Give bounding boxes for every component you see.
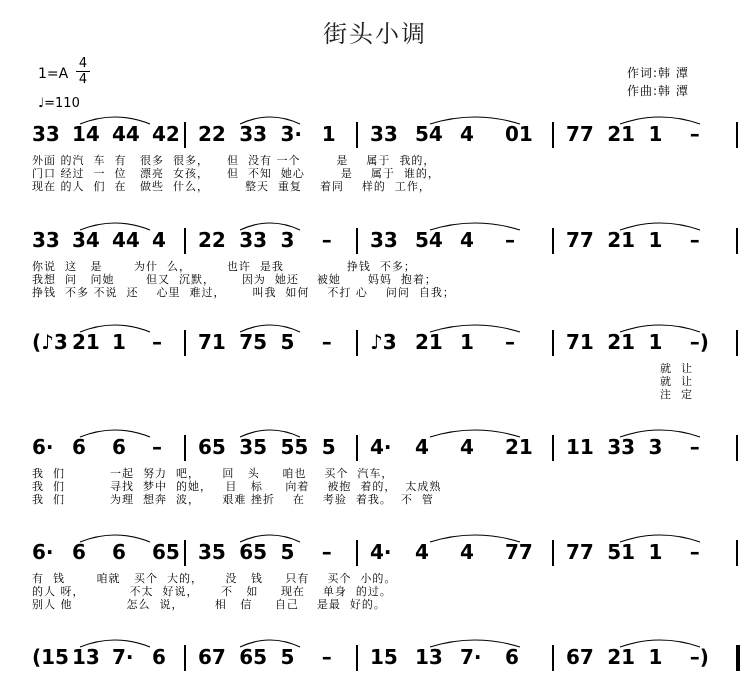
jianpu-note: 5 [280,330,295,354]
jianpu-note: 44 [112,122,140,146]
jianpu-note: 54 [415,228,443,252]
slur [620,430,700,437]
jianpu-note: 71 [198,330,226,354]
slur [620,117,700,124]
jianpu-note: 1 [648,540,663,564]
jianpu-note: 4 [152,228,166,252]
jianpu-note: 15 [370,645,398,669]
jianpu-note: – [689,122,700,146]
jianpu-note: –) [689,645,709,669]
jianpu-note: 54 [415,122,443,146]
lyric-line: 外面 的汽 车 有 很多 很多， 但 没有 一个 是 属于 我的， [32,154,436,167]
time-signature-bottom: 4 [78,72,88,87]
notes-row [0,330,750,360]
lyric-line: 我想 问 问她 但又 沉默， 因为 她还 被她 妈妈 抱着； [32,273,437,286]
jianpu-note: 6· [32,540,54,564]
jianpu-note: 65 [152,540,180,564]
slur [430,325,520,332]
jianpu-note: 22 [198,122,226,146]
jianpu-note: – [689,435,700,459]
jianpu-note: 44 [112,228,140,252]
slur [240,430,300,437]
jianpu-note: 1 [112,330,126,354]
jianpu-note: 22 [198,228,226,252]
jianpu-note: (♪3 [32,330,68,354]
jianpu-note: 33 [32,228,60,252]
jianpu-note: 75 [239,330,268,354]
jianpu-note: 33 [370,228,398,252]
jianpu-note: 33 [239,122,268,146]
jianpu-note: 13 [415,645,443,669]
key-signature: 1=A [38,66,69,82]
jianpu-note: 33 [370,122,398,146]
slur [240,223,300,230]
lyric-line: 我 们 一起 努力 吧， 回 头 咱也 买个 汽车， [32,467,394,480]
jianpu-note: 33 [239,228,268,252]
slur [80,430,150,437]
lyric-line: 就 让 [660,362,693,375]
jianpu-note: – [321,645,332,669]
jianpu-note: 4 [415,540,429,564]
jianpu-note: 21 [607,228,636,252]
jianpu-note: 14 [72,122,100,146]
jianpu-note: 21 [607,122,636,146]
jianpu-note: 6 [72,540,86,564]
lyric-line: 现在 的人 们 在 做些 什么， 整天 重复 着同 样的 工作， [32,180,431,193]
jianpu-note: (15 [32,645,69,669]
jianpu-note: 65 [198,435,226,459]
jianpu-note: 42 [152,122,180,146]
jianpu-note: 1 [648,122,663,146]
jianpu-note: 3 [648,435,663,459]
notes-row [0,122,750,152]
slur [430,117,520,124]
jianpu-note: 4· [370,435,392,459]
notes-row [0,435,750,465]
slur-marks [0,421,750,439]
jianpu-note: 1 [648,645,663,669]
jianpu-note: 21 [607,645,636,669]
song-title: 街头小调 [323,20,427,48]
composer-credit: 作曲:韩 潭 [627,84,689,98]
jianpu-note: 5 [321,435,336,459]
jianpu-note: 1 [648,330,663,354]
jianpu-note: 1 [648,228,663,252]
slur [80,640,150,647]
jianpu-note: 67 [566,645,594,669]
jianpu-note: 35 [198,540,226,564]
jianpu-note: 51 [607,540,636,564]
slur [80,117,150,124]
jianpu-note: – [321,540,332,564]
jianpu-note: 4 [415,435,429,459]
jianpu-note: 3 [280,228,295,252]
slur [430,640,520,647]
slur [430,535,520,542]
lyric-line: 注 定 [660,388,693,401]
lyric-line: 就 让 [660,375,693,388]
jianpu-note: 33 [32,122,60,146]
slur [430,223,520,230]
jianpu-note: 21 [415,330,443,354]
jianpu-note: 5 [280,645,295,669]
lyric-line: 的人 呀， 不太 好说， 不 如 现在 单身 的过。 [32,585,392,598]
slur [620,325,700,332]
jianpu-note: 77 [566,540,594,564]
jianpu-note: 4 [460,228,474,252]
time-signature-top: 4 [78,56,88,71]
jianpu-note: 21 [505,435,533,459]
jianpu-note: – [321,228,332,252]
jianpu-note: 4 [460,540,474,564]
slur [80,535,150,542]
slur [240,535,300,542]
jianpu-note: 67 [198,645,226,669]
jianpu-note: 4 [460,122,474,146]
jianpu-note: 6 [112,540,126,564]
jianpu-note: –) [689,330,709,354]
jianpu-note: 65 [239,540,268,564]
jianpu-note: – [689,228,700,252]
slur [240,640,300,647]
time-signature [76,56,90,87]
jianpu-note: 77 [505,540,533,564]
slur-marks [0,316,750,334]
jianpu-note: 6 [112,435,126,459]
slur [240,325,300,332]
lyric-line: 我 们 为理 想奔 波， 艰难 挫折 在 考验 着我。 不 管 [32,493,434,506]
slur [620,535,700,542]
jianpu-note: 77 [566,122,594,146]
jianpu-note: 71 [566,330,594,354]
lyric-line: 有 钱 咱就 买个 大的， 没 钱 只有 买个 小的。 [32,572,397,585]
jianpu-note: 11 [566,435,594,459]
jianpu-note: 1 [321,122,336,146]
jianpu-note: – [152,435,162,459]
slur [80,325,150,332]
jianpu-note: 4· [370,540,392,564]
jianpu-note: – [689,540,700,564]
jianpu-note: 21 [607,330,636,354]
lyricist-credit: 作词:韩 潭 [627,66,689,80]
slur [620,223,700,230]
jianpu-note: 33 [607,435,636,459]
jianpu-note: 3· [280,122,303,146]
jianpu-note: – [505,228,515,252]
jianpu-note: 5 [280,540,295,564]
jianpu-note: 6 [505,645,519,669]
jianpu-note: ♪3 [370,330,397,354]
jianpu-note: – [321,330,332,354]
lyric-line: 我 们 寻找 梦中 的她， 目 标 向着 被抱 着的， 太成熟 [32,480,442,493]
slur [430,430,520,437]
slur-marks [0,214,750,232]
jianpu-note: 65 [239,645,268,669]
slur-marks [0,526,750,544]
slur [620,640,700,647]
jianpu-note: – [505,330,515,354]
jianpu-note: 77 [566,228,594,252]
lyric-line: 别人 他 怎么 说， 相 信 自己 是最 好的。 [32,598,386,611]
slur-marks [0,631,750,649]
lyric-line: 门口 经过 一 位 漂亮 女孩， 但 不知 她心 是 属于 谁的， [32,167,440,180]
jianpu-note: 7· [460,645,482,669]
notes-row [0,540,750,570]
jianpu-note: 01 [505,122,533,146]
jianpu-note: 55 [280,435,309,459]
jianpu-note: 13 [72,645,100,669]
tempo-marking: ♩=110 [38,96,80,111]
jianpu-note: – [152,330,162,354]
jianpu-note: 21 [72,330,100,354]
lyric-line: 挣钱 不多 不说 还 心里 难过， 叫我 如何 不打 心 问问 自我； [32,286,455,299]
slur [80,223,150,230]
jianpu-note: 35 [239,435,268,459]
jianpu-note: 34 [72,228,100,252]
notes-row [0,228,750,258]
lyric-line: 你说 这 是 为什 么， 也许 是我 挣钱 不多； [32,260,416,273]
jianpu-note: 7· [112,645,134,669]
slur [240,117,300,124]
jianpu-note: 1 [460,330,474,354]
jianpu-note: 4 [460,435,474,459]
jianpu-note: 6 [152,645,166,669]
slur-marks [0,108,750,126]
jianpu-note: 6· [32,435,54,459]
notes-row [0,645,750,675]
jianpu-note: 6 [72,435,86,459]
